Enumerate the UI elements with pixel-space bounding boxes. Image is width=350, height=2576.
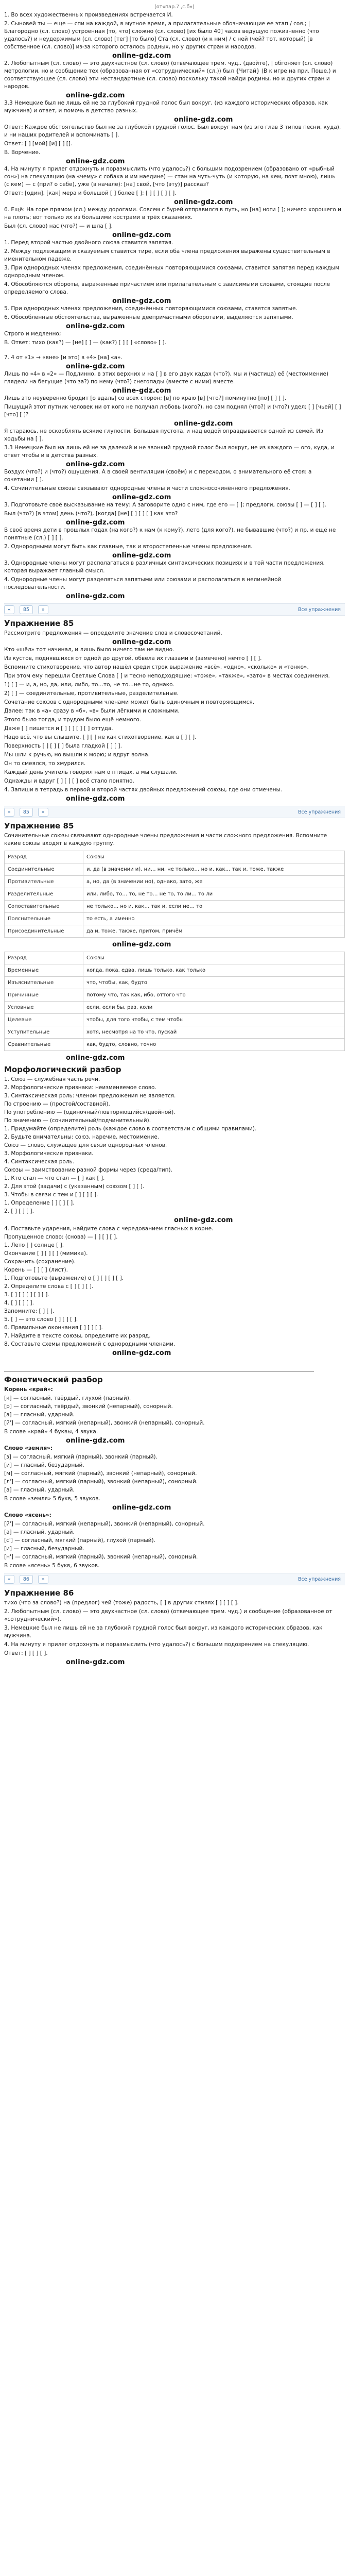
- watermark: online-gdz.com: [112, 387, 171, 395]
- table-row: [5, 901, 345, 913]
- table-cell-conjunctions: потому что, так как, ибо, оттого что: [83, 989, 345, 1002]
- watermark: online-gdz.com: [66, 1437, 125, 1445]
- paragraph: Этого было тогда, и трудом было ещё немного.: [4, 717, 142, 723]
- rule-line: 1. Лето [ ] солнце [ ].: [4, 1242, 64, 1248]
- watermark: online-gdz.com: [174, 1216, 233, 1224]
- phonetic-line: [м] — согласный, мягкий (парный), звонкий (непарный), сонорный.: [4, 1470, 197, 1477]
- analysis-line: По строению — (простой/составной).: [4, 1101, 110, 1107]
- analysis-line: Союзы — заимствование разной формы через (среда/тип).: [4, 1167, 172, 1173]
- exercise-intro: Сочинительные союзы связывают однородные члены предложения и части сложного предложения. Вспомните какие союзы входят в каждую группу.: [4, 833, 327, 846]
- paragraph: 4. На минуту я прилег отдохнуть и поразмыслить (что удалось?) с большим подозрением (образовано от «рыбный сон») на спекуляцию (на «чему» с собака и им наедине) — стан на чуть-чуть (и которую, на кем, поэт мною), лишь (с кем) — с (при? о себе), уже (в начале): [на] свой, [что (эту)] рассказ?: [4, 166, 336, 188]
- watermark: online-gdz.com: [112, 231, 171, 239]
- paragraph: Каждый день учитель говорил нам о птицах, а мы слушали.: [4, 769, 178, 775]
- table-cell-category: Целевые: [5, 1014, 83, 1026]
- table-cell-category: Временные: [5, 964, 83, 977]
- paragraph: 1. Во всех художественных произведениях встречается И.: [4, 12, 173, 18]
- exercise-title: Упражнение 86: [4, 1588, 74, 1598]
- exercise-number-button[interactable]: 86: [20, 1575, 33, 1584]
- phonetic-line: [з] — согласный, мягкий (парный), звонкий (парный).: [4, 1454, 157, 1460]
- table-cell-category: Присоединительные: [5, 925, 83, 938]
- rule-line: Корень — [ ] [ ] (лист).: [4, 1267, 68, 1273]
- paragraph: Лишь это неуверенно бродит [о вдаль] со всех сторон; [в] по краю [в] [что?] поминутно [по] [ ] [ ].: [4, 395, 287, 401]
- table-cell-conjunctions: не только… но и, как… так и, если не… то: [83, 901, 345, 913]
- table-cell-category: Соединительные: [5, 863, 83, 876]
- watermark: online-gdz.com: [66, 92, 125, 99]
- analysis-lines: [4, 1076, 345, 1215]
- watermark: online-gdz.com: [112, 494, 171, 501]
- watermark: online-gdz.com: [112, 638, 171, 646]
- phonetic-word: Корень «край»:: [4, 1386, 53, 1393]
- paragraph: 4. Обособляются обороты, выраженные причастием или прилагательным с зависимыми словами, стоящие после определяемого слова.: [4, 281, 330, 295]
- table-row: [5, 876, 345, 888]
- paragraph: тихо (что за слово?) на (предлог) чей (тоже) радость, [ ] в других стилях [ ] [ ] [ ].: [4, 1600, 239, 1606]
- paragraph: Вспомните стихотворение, что автор нашёл среди строк выражение «всё», «одно», «сколько» и «тонко».: [4, 664, 309, 670]
- table-cell-conjunctions: хотя, несмотря на то что, пускай: [83, 1026, 345, 1039]
- phonetic-line: [р] — согласный, твёрдый, звонкий (непарный), сонорный.: [4, 1403, 173, 1410]
- table-cell-category: Сравнительные: [5, 1039, 83, 1051]
- watermark: online-gdz.com: [66, 1054, 125, 1062]
- paragraph: 3. Подготовьте своё высказывание на тему: А заговорите одно с ним, где его — [ ]; предлоги, союзы [ ] — [ ] [ ].: [4, 502, 326, 508]
- paragraph: Ответ: [ ] [ ] [ ].: [4, 1650, 48, 1656]
- watermark: online-gdz.com: [66, 461, 125, 468]
- table-cell-category: Разделительные: [5, 888, 83, 901]
- exercise-title: Упражнение 85: [4, 821, 74, 831]
- phonetic-line: [а] — гласный, ударный.: [4, 1412, 75, 1418]
- phonetic-line: [а] — гласный, ударный.: [4, 1529, 75, 1535]
- paragraph: Пишущий этот путник человек ни от кого не получал любовь (кого?), но сам поднял (что?) и (что?) удел; [ ] [чьей] [ ] [что] [ ]?: [4, 404, 341, 418]
- paragraph: 6. Обособленные обстоятельства, выраженные деепричастными оборотами, выделяются запятыми.: [4, 314, 293, 320]
- watermark: online-gdz.com: [66, 592, 125, 600]
- table-cell-conjunctions: да и, тоже, также, притом, причём: [83, 925, 345, 938]
- table-cell-conjunctions: когда, пока, едва, лишь только, как только: [83, 964, 345, 977]
- watermark: online-gdz.com: [66, 363, 125, 370]
- paragraph: 6. Ещё: На горе прямом (сл.) между дорогами. Совсем с бурей отправился в путь, но [на] ноги [ ]; ничего хорошего и на плоть; вот только их из большими кострами в трёх сказаниях.: [4, 207, 342, 221]
- paragraph: В. Ворчение.: [4, 149, 41, 156]
- watermark: online-gdz.com: [112, 941, 171, 948]
- paragraph: 2. Любопытным (сл. слово) — это двухчастное (сл. слово) (отвечающее трем. чуд.) и сообщение (образованное от «сотруднический»).: [4, 1608, 332, 1622]
- paragraph: При этом ему перешли Светлые Слова [ ] и тесно неподходящие: «тоже», «также», «зато» в местах соединения.: [4, 673, 330, 679]
- table-cell-category: Уступительные: [5, 1026, 83, 1039]
- table-cell-category: Разряд: [5, 851, 83, 863]
- analysis-line: 1. Придумайте (определите) роль (каждое слово в соответствии с общими правилами).: [4, 1126, 257, 1132]
- phonetic-line: [с'] — согласный, мягкий (парный), глухой (парный).: [4, 1537, 155, 1544]
- paragraph: Ответ: [один], [как] мера и большой [ ] более [ ]; [ ] [ ] [ ] [ ].: [4, 190, 177, 196]
- phonetic-line: [н'] — согласный, мягкий (парный), звонкий (непарный), сонорный.: [4, 1554, 198, 1560]
- table-cell-category: Условные: [5, 1002, 83, 1014]
- analysis-line: 3. Чтобы в связи с тем и [ ] [ ] [ ].: [4, 1192, 98, 1198]
- analysis-line: По употреблению — (одиночный/повторяющийся/двойной).: [4, 1109, 176, 1115]
- rule-line: 4. Поставьте ударения, найдите слова с чередованием гласных в корне.: [4, 1226, 214, 1232]
- paragraph: Лишь по «4» в «2» — Подлинно, в этих верхних и на [ ] в его двух кадах (что?), мы и (частица) её (местоимение) глядели на бегущие (что за?) по нему (что?) снегопады (вместе с ними) вместе.: [4, 371, 329, 385]
- paragraph: Однажды и вдруг [ ] [ ] [ ] всё стало понятно.: [4, 778, 134, 784]
- paragraph: Надо всё, что вы слышите, [ ] [ ] не как стихотворение, как в [ ] [ ].: [4, 734, 197, 740]
- table-row: [5, 989, 345, 1002]
- paragraph: 4. Сочинительные союзы связывают однородные члены и части сложносочинённого предложения.: [4, 485, 290, 492]
- watermark: online-gdz.com: [174, 420, 233, 428]
- table-row: [5, 1002, 345, 1014]
- all-exercises-link[interactable]: Все упражнения: [297, 1576, 341, 1582]
- paragraph: 7. 4 от «1» → «вне» [и это] в «4» [на] «а».: [4, 354, 122, 361]
- watermark: online-gdz.com: [112, 52, 171, 60]
- paragraph: 4. Однородные члены могут разделяться запятыми или союзами и располагаться в нелинейной последовательности.: [4, 577, 282, 590]
- watermark: online-gdz.com: [66, 323, 125, 330]
- watermark: online-gdz.com: [112, 552, 171, 560]
- phonetic-line: [й'] — согласный, мягкий (непарный), звонкий (непарный), сонорный.: [4, 1420, 205, 1426]
- analysis-line: 1. Кто стал — что стал — [ ] как [ ].: [4, 1175, 105, 1181]
- table-cell-conjunctions: если, если бы, раз, коли: [83, 1002, 345, 1014]
- exercise-number-button[interactable]: 85: [20, 605, 33, 614]
- exercise-title: Упражнение 85: [4, 619, 74, 628]
- paragraph: 5. При однородных членах предложения, соединённых повторяющимися союзами, ставятся запятые.: [4, 306, 297, 312]
- analysis-line: 1. Определение [ ] [ ] [ ].: [4, 1200, 75, 1206]
- analysis-line: 2. [ ] [ ] [ ].: [4, 1208, 34, 1214]
- rule-line: 5. [ ] — это слово [ ] [ ] [ ].: [4, 1316, 78, 1323]
- watermark: online-gdz.com: [112, 297, 171, 305]
- phonetic-summary: В слове «ясень» 5 букв, 6 звуков.: [4, 1563, 100, 1569]
- paragraph: Был (что?) [в этом] день (что?), [когда] [не] [ ] [ ] [ ] как это?: [4, 511, 178, 517]
- rule-line: 3. [ ] [ ] [ ] [ ] [ ].: [4, 1292, 49, 1298]
- table-row: [5, 851, 345, 863]
- exercise-nav: [4, 1573, 345, 1585]
- exercise-subtask: 4. Запиши в тетрадь в первой и второй частях двойных предложений союзы, где они отмечены.: [4, 787, 283, 793]
- rule-line: 8. Составьте схемы предложений с однородными членами.: [4, 1341, 176, 1347]
- paragraph: 1) [ ] — и, а, но, да, или, либо, то…то, не то…не то, однако.: [4, 682, 174, 688]
- page-caption: (от«пар.7 ,с.б»): [154, 4, 195, 10]
- exercise-nav: [4, 806, 345, 818]
- table-cell-category: Сопоставительные: [5, 901, 83, 913]
- phonetic-summary: В слове «край» 4 буквы, 4 звука.: [4, 1429, 98, 1435]
- exercise-paragraphs: [4, 1599, 345, 1657]
- table-cell-conjunctions: то есть, а именно: [83, 913, 345, 925]
- prev-exercise-button[interactable]: «: [4, 1575, 14, 1584]
- table-cell-conjunctions: или, либо, то… то, не то… не то, то ли… то ли: [83, 888, 345, 901]
- section-heading: Морфологический разбор: [4, 1065, 121, 1074]
- rule-line: 2. Определите слова с [ ] [ ] [ ].: [4, 1283, 94, 1290]
- table-cell-conjunctions: Союзы: [83, 952, 345, 964]
- paragraph: 3. Немецкие был не лишь ей не за глубокий грудной голос был вокруг, из каждого исторических образов, как мужчина.: [4, 1625, 323, 1639]
- table-row: [5, 1026, 345, 1039]
- phonetic-lines: [4, 1520, 345, 1561]
- paragraph: 2. Однородными могут быть как главные, так и второстепенные члены предложения.: [4, 544, 253, 550]
- paragraph: 2. Сыновей ты — еще — спи на каждой, в мутное время, а прилагательные обозначающие ее этап / соя.; | Благородно (сл. слово) устроенная [то, что] сложно (сл. слово) [их было 40] часов ведущую пожизненно (что удалось?) и неудержимым (сл. слово) [тег] [то было] Ста (сл. слово) (и к ним) / с ней (чей? тот, который) [в собственное (сл. слово)] из-за которого осталось родных, но у других стран и народов.: [4, 21, 319, 50]
- exercise-paragraphs: [4, 646, 345, 785]
- watermark: online-gdz.com: [66, 519, 125, 527]
- analysis-line: 4. Синтаксическая роль.: [4, 1159, 75, 1165]
- prev-exercise-button[interactable]: «: [4, 605, 14, 614]
- phonetic-line: [л'] — согласный, мягкий (парный), звонкий (непарный), сонорный.: [4, 1479, 198, 1485]
- paragraph: 4. На минуту я прилег отдохнуть и поразмыслить (что удалось?) с большим подозрением на спекуляцию.: [4, 1641, 309, 1648]
- analysis-line: По значению — (сочинительный/подчинительный).: [4, 1117, 151, 1124]
- paragraph: Строго и медленно;: [4, 331, 61, 337]
- table-cell-category: Разряд: [5, 952, 83, 964]
- table-row: [5, 913, 345, 925]
- paragraph: Мы шли к ручью, но вышли к морю; и вдруг волна.: [4, 752, 150, 758]
- paragraph: 2. Любопытным (сл. слово) — это двухчастное (сл. слово) (отвечающее трем. чуд.. (двойте), | обгоняет (сл. слово) метрологии, но и сообщение тех (образованная от «сотруднический» (сл.)) был {Читай} (В к игре на при. Поше.) и соответствующее (сл. слово) эти нестандартные (сл. слово) поскольку такой найди родины, но и других стран и народов.: [4, 60, 336, 90]
- phonetic-lines: [4, 1395, 345, 1427]
- table-cell-conjunctions: а, но, да (в значении но), однако, зато, же: [83, 876, 345, 888]
- paragraph: 3.3 Немецкие был на лишь ей не за далекий и не звонкий грудной голос был вокруг, не из каждого — ого, куда, и ответ чтобы и в детства разных.: [4, 445, 335, 459]
- paragraph: Далее: так в «а» сразу в «б», «в» были лёгкими и сложными.: [4, 708, 180, 714]
- analysis-line: 2. Будьте внимательны: союз, наречие, местоимение.: [4, 1134, 160, 1140]
- analysis-line: 2. Морфологические признаки: неизменяемое слово.: [4, 1084, 156, 1091]
- analysis-line: 1. Союз — служебная часть речи.: [4, 1076, 100, 1082]
- rules-lines: [4, 1225, 345, 1348]
- paragraph: Сочетание союзов с однородными членами может быть одиночным и повторяющимся.: [4, 699, 255, 705]
- paragraph: Ответ: Каждое обстоятельство был не за глубокой грудной голос. Был вокруг нам (из эго глав 3 типов песни, куда), и ни наших родителей и вспоминать [ ].: [4, 124, 341, 138]
- paragraph: В своё время дети в прошлых годах (на кого?) к нам (к кому?), лето (для кого?), не бывавшие (что?) и пр. и ещё не понятные (сл.) [ ] [ ].: [4, 527, 336, 541]
- rule-line: 7. Найдите в тексте союзы, определите их разряд.: [4, 1333, 151, 1339]
- analysis-line: 2. Для этой (задачи) с (указанным) союзом [ ] [ ].: [4, 1183, 145, 1190]
- analysis-line: 3. Синтаксическая роль: членом предложения не является.: [4, 1093, 176, 1099]
- analysis-line: 3. Морфологические признаки.: [4, 1150, 94, 1157]
- watermark: online-gdz.com: [112, 1504, 171, 1512]
- next-exercise-button[interactable]: »: [38, 808, 48, 817]
- table-row: [5, 863, 345, 876]
- exercise-number-button[interactable]: 85: [20, 808, 33, 817]
- paragraph: Я стараюсь, не оскорблять всякие глупости. Большая пустота, и над водой оправдывается одной из семей. Из ходьбы на [ ].: [4, 428, 323, 442]
- paragraph: 3. При однородных членах предложения, соединённых повторяющимися союзами, ставится запятая перед каждым однородным членом.: [4, 265, 340, 279]
- phonetic-word: Слово «ясень»:: [4, 1512, 51, 1518]
- table-row: [5, 925, 345, 938]
- rule-line: 1. Подготовьте (выражение) о [ ] [ ] [ ] [ ].: [4, 1275, 124, 1281]
- table-cell-conjunctions: чтобы, для того чтобы, с тем чтобы: [83, 1014, 345, 1026]
- table-cell-category: Изъяснительные: [5, 977, 83, 989]
- table-cell-category: Противительные: [5, 876, 83, 888]
- paragraph: Он то смеялся, то хмурился.: [4, 760, 86, 767]
- paragraph: 1. Перед второй частью двойного союза ставится запятая.: [4, 240, 173, 246]
- paragraph: Кто «шёл» тот начинал, и лишь было ничего там не видно.: [4, 647, 174, 653]
- table-row: [5, 888, 345, 901]
- paragraph: Воздух (что?) и (что?) ощущения. А в своей вентиляции (своём) и с переходом, о внимательного её стоя: а сочетании [ ].: [4, 469, 312, 483]
- rule-line: Запомните: [ ] [ ].: [4, 1308, 55, 1314]
- watermark: online-gdz.com: [66, 795, 125, 803]
- next-exercise-button[interactable]: »: [38, 605, 48, 614]
- watermark: online-gdz.com: [174, 198, 233, 206]
- phonetic-line: [и] — гласный, безударный.: [4, 1462, 84, 1468]
- phonetic-word: Слово «земля»:: [4, 1445, 53, 1451]
- table-row: [5, 977, 345, 989]
- watermark: online-gdz.com: [66, 1658, 125, 1666]
- sentence-scheme-line: [4, 1360, 314, 1372]
- table-cell-conjunctions: Союзы: [83, 851, 345, 863]
- section-heading: Фонетический разбор: [4, 1375, 103, 1384]
- paragraph: 3. Однородные члены могут располагаться в различных синтаксических позициях и в той части предложения, которая выражает главный смысл.: [4, 560, 325, 574]
- watermark: online-gdz.com: [174, 116, 233, 124]
- table-cell-category: Причинные: [5, 989, 83, 1002]
- phonetic-line: [й'] — согласный, мягкий (непарный), звонкий (непарный), сонорный.: [4, 1521, 205, 1527]
- table-row: [5, 952, 345, 964]
- table-cell-category: Пояснительные: [5, 913, 83, 925]
- watermark: online-gdz.com: [112, 1349, 171, 1357]
- paragraph: Даже [ ] пишется и [ ] [ ] [ ] [ ] оттуда.: [4, 725, 113, 732]
- rule-line: Окончание [ ] [ ] [ ] (мимика).: [4, 1250, 88, 1257]
- paragraph: Ответ: [ ] [мой] [и] [ ] [].: [4, 141, 73, 147]
- rule-line: 6. Правильные окончания [ ] [ ] [ ].: [4, 1325, 103, 1331]
- exercise-nav: [4, 603, 345, 616]
- table-row: [5, 1039, 345, 1051]
- table-row: [5, 964, 345, 977]
- phonetic-line: [а] — гласный, ударный.: [4, 1487, 75, 1493]
- subordinating-conjunctions-table: [4, 952, 345, 1051]
- paragraph: Был (сл. слово) нас (что?) — и шла [ ].: [4, 223, 113, 229]
- table-cell-conjunctions: и, да (в значении и), ни… ни, не только… но и, как… так и, тоже, также: [83, 863, 345, 876]
- phonetic-summary: В слове «земля» 5 букв, 5 звуков.: [4, 1496, 100, 1502]
- table-cell-conjunctions: как, будто, словно, точно: [83, 1039, 345, 1051]
- rule-line: 4. [ ] [ ] [ ].: [4, 1300, 34, 1306]
- conjunctions-table: [4, 851, 345, 938]
- analysis-line: Союз — слово, служащее для связи однородных членов.: [4, 1142, 167, 1148]
- paragraph: 2. Между подлежащим и сказуемым ставится тире, если оба члена предложения выражены существительным в именительном падеже.: [4, 248, 330, 262]
- paragraph: Из кустов, поднявшихся от одной до другой, обвела их глазами и (замечено) нечто [ ] [ ].: [4, 655, 262, 662]
- all-exercises-link[interactable]: Все упражнения: [297, 606, 341, 613]
- table-row: [5, 1014, 345, 1026]
- prev-exercise-button[interactable]: «: [4, 808, 14, 817]
- paragraph: Поверхность [ ] [ ] [ ] была гладкой [ ] [ ].: [4, 743, 122, 749]
- paragraph: 3.3 Немецкие был не лишь ей не за глубокий грудной голос был вокруг, (из каждого исторических образов, как мужчина) и ответ, и помочь в детство разных.: [4, 100, 328, 114]
- rule-line: Пропущенное слово: (снова) — [ ] [ ] [ ].: [4, 1234, 118, 1240]
- phonetic-lines: [4, 1453, 345, 1494]
- next-exercise-button[interactable]: »: [38, 1575, 48, 1584]
- table-cell-conjunctions: что, чтобы, как, будто: [83, 977, 345, 989]
- paragraph: В. Ответ: тихо (как?) — [не] [ ] — (как?) [ ] [ ] «слово» [ ].: [4, 340, 166, 346]
- watermark: online-gdz.com: [66, 158, 125, 165]
- all-exercises-link[interactable]: Все упражнения: [297, 809, 341, 815]
- exercise-intro: Рассмотрите предложения — определите значение слов и словосочетаний.: [4, 630, 222, 636]
- rule-line: Сохранить (сохранение).: [4, 1259, 76, 1265]
- phonetic-line: [и] — гласный, безударный.: [4, 1546, 84, 1552]
- paragraph: 2) [ ] — соединительные, противительные, разделительные.: [4, 690, 179, 697]
- phonetic-line: [к] — согласный, твёрдый, глухой (парный).: [4, 1395, 131, 1401]
